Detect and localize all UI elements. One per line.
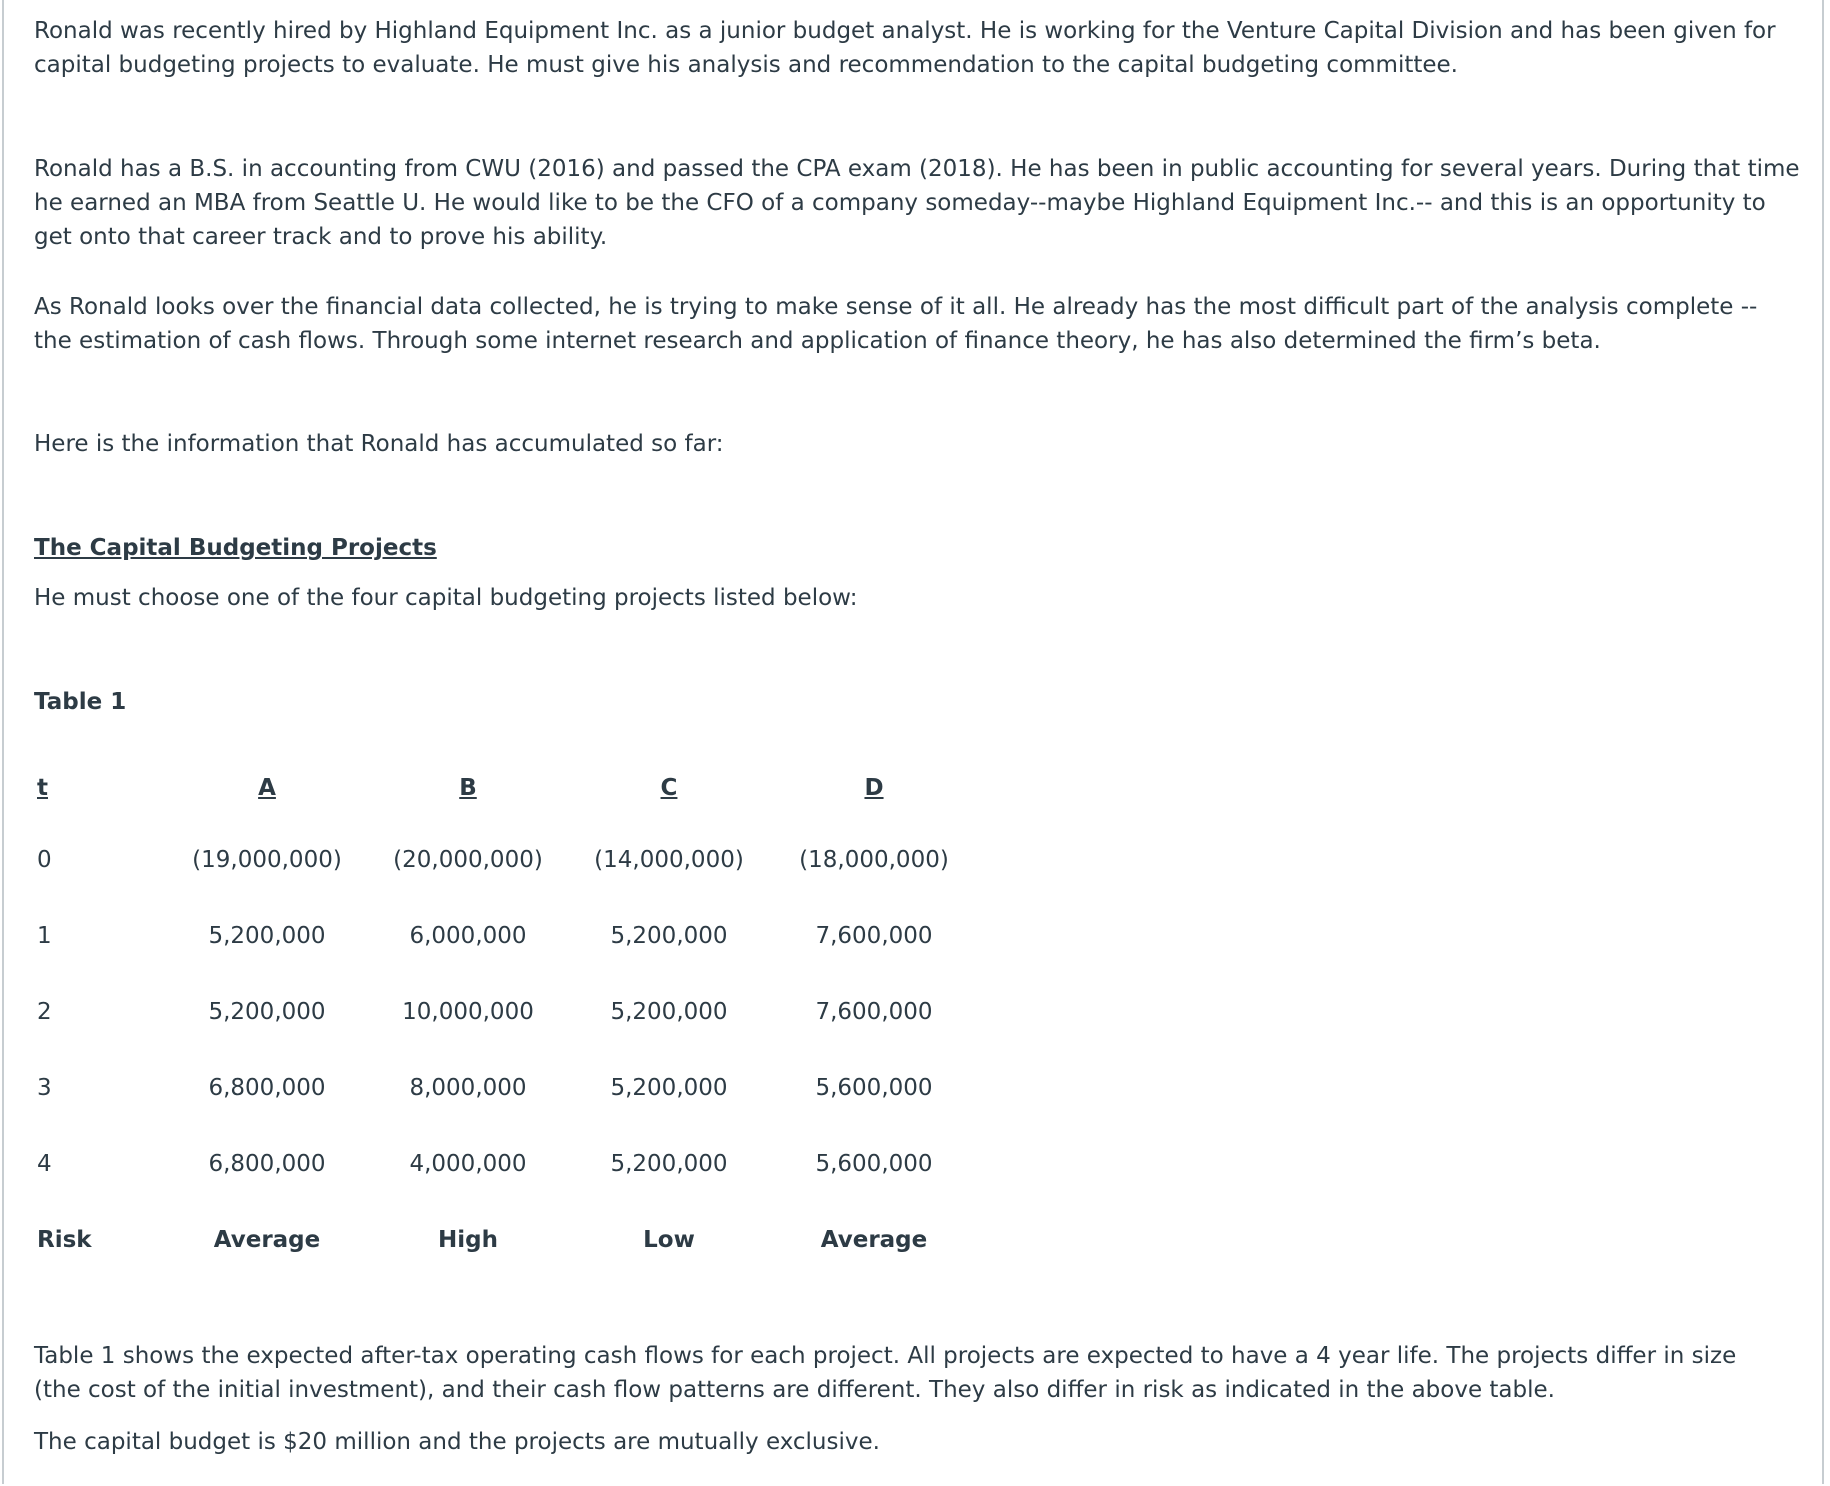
cell-c: 5,200,000 bbox=[610, 1075, 728, 1101]
cell-a: 5,200,000 bbox=[208, 923, 326, 949]
cell-t: 4 bbox=[37, 1151, 52, 1177]
cell-d: 5,600,000 bbox=[815, 1075, 933, 1101]
cell-t: 0 bbox=[37, 847, 52, 873]
cell-t: 1 bbox=[37, 923, 52, 949]
table-row bbox=[34, 1050, 979, 1126]
cell-c: (14,000,000) bbox=[594, 847, 744, 873]
table-description-paragraph: Table 1 shows the expected after-tax operating cash flows for each project. All projects are expected to have a 4 year life. The projects differ in size (the cost of the initial investment), and their cash flow patterns are different. They also differ in risk as indicated in the above table. bbox=[34, 1343, 1737, 1403]
cell-d: 5,600,000 bbox=[815, 1151, 933, 1177]
cell-t: 3 bbox=[37, 1075, 52, 1101]
table-row bbox=[34, 1126, 979, 1202]
risk-label: Risk bbox=[37, 1227, 92, 1253]
table-row bbox=[34, 974, 979, 1050]
risk-b: High bbox=[438, 1227, 498, 1253]
risk-row bbox=[34, 1202, 979, 1278]
header-b: B bbox=[459, 775, 477, 801]
table-header-row bbox=[34, 754, 979, 822]
cell-b: 4,000,000 bbox=[409, 1151, 527, 1177]
info-intro-paragraph: Here is the information that Ronald has accumulated so far: bbox=[34, 431, 724, 457]
background-paragraph: Ronald has a B.S. in accounting from CWU (2016) and passed the CPA exam (2018). He has been in public accounting for several years. During that time he earned an MBA from Seattle U. He would like to be the CFO of a company someday--maybe Highland Equipment Inc.-- and this is an opportunity to get onto that career track and to prove his ability. bbox=[34, 156, 1800, 250]
header-t: t bbox=[37, 775, 48, 801]
cell-b: 10,000,000 bbox=[402, 999, 534, 1025]
cell-b: 6,000,000 bbox=[409, 923, 527, 949]
intro-paragraph: Ronald was recently hired by Highland Equipment Inc. as a junior budget analyst. He is working for the Venture Capital Division and has been given for capital budgeting projects to evaluate. He must give his analysis and recommendation to the capital budgeting committee. bbox=[34, 18, 1776, 78]
cell-b: (20,000,000) bbox=[393, 847, 543, 873]
table-row bbox=[34, 822, 979, 898]
cell-d: (18,000,000) bbox=[799, 847, 949, 873]
header-c: C bbox=[660, 775, 678, 801]
budget-paragraph: The capital budget is $20 million and the projects are mutually exclusive. bbox=[34, 1429, 880, 1455]
header-d: D bbox=[864, 775, 884, 801]
cell-b: 8,000,000 bbox=[409, 1075, 527, 1101]
cell-d: 7,600,000 bbox=[815, 999, 933, 1025]
risk-c: Low bbox=[643, 1227, 695, 1253]
choose-paragraph: He must choose one of the four capital budgeting projects listed below: bbox=[34, 585, 858, 611]
cell-a: 6,800,000 bbox=[208, 1151, 326, 1177]
cell-a: 5,200,000 bbox=[208, 999, 326, 1025]
cell-a: (19,000,000) bbox=[192, 847, 342, 873]
risk-a: Average bbox=[213, 1227, 321, 1253]
table-row bbox=[34, 898, 979, 974]
cell-d: 7,600,000 bbox=[815, 923, 933, 949]
risk-d: Average bbox=[820, 1227, 928, 1253]
cash-flow-table bbox=[34, 754, 979, 1278]
data-review-paragraph: As Ronald looks over the financial data collected, he is trying to make sense of it all. He already has the most difficult part of the analysis complete -- the estimation of cash flows. Through some internet research and application of finance theory, he has also determined the firm’s beta. bbox=[34, 294, 1758, 354]
cell-c: 5,200,000 bbox=[610, 1151, 728, 1177]
cell-c: 5,200,000 bbox=[610, 999, 728, 1025]
cell-t: 2 bbox=[37, 999, 52, 1025]
section-heading: The Capital Budgeting Projects bbox=[34, 535, 437, 561]
cell-a: 6,800,000 bbox=[208, 1075, 326, 1101]
header-a: A bbox=[258, 775, 276, 801]
table-title: Table 1 bbox=[34, 689, 127, 715]
cell-c: 5,200,000 bbox=[610, 923, 728, 949]
